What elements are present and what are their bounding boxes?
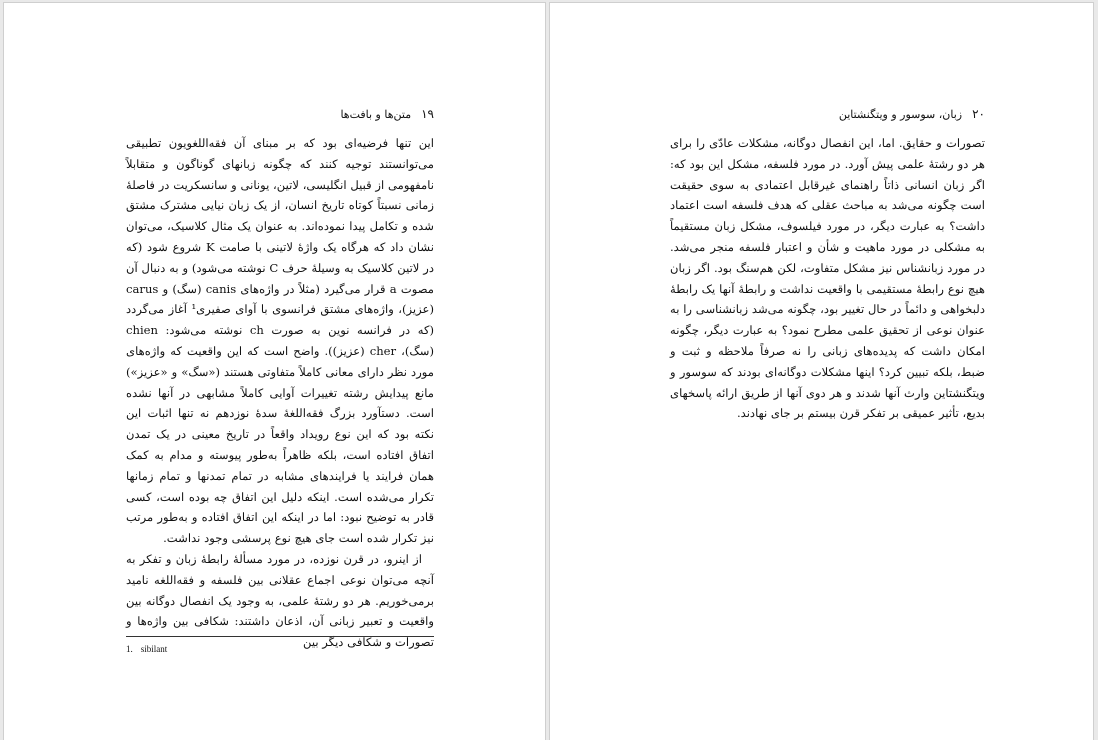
right-page (550, 3, 1093, 740)
page-number: ۱۹ (421, 107, 434, 121)
footnote-rule (126, 636, 434, 637)
body-text (126, 133, 434, 653)
paragraph: این تنها فرضیه‌ای بود که بر مبنای آن فقه‌اللغویون تطبیقی می‌توانستند توجیه کنند که چگونه زبانهای گوناگون و متقابلاً نامفهومی از قبیل انگلیسی، لاتین، یونانی و سانسکریت در فاصلهٔ زمانی نسبتاً کوتاه تاریخ انسان، از یک زبان نیایی مشترک مشتق شده و تکامل پیدا نموده‌اند. به عنوان یک مثال کلاسیک، می‌توان نشان داد که هرگاه یک واژهٔ لاتینی با صامت K شروع شود (که در لاتین کلاسیک به وسیلهٔ حرف C نوشته می‌شود) و به دنبال آن مصوت a قرار می‌گیرد (مثلاً در واژه‌های canis (سگ) و carus (عزیز)، واژه‌های مشتق فرانسوی با آوای صفیری¹ آغاز می‌گردد (که در فرانسه نوین به صورت ch نوشته می‌شود: chien (سگ)، cher (عزیز)). واضح است که این واقعیت که واژه‌های مورد نظر دارای معانی کاملاً متفاوتی هستند («سگ» و «عزیز») مانع پیدایش رشته تغییرات آوایی کاملاً مشابهی در آنها نشده است. دستآورد بزرگ فقه‌اللغهٔ سدهٔ نوزدهم نه تنها اثبات این نکته بود که این نوع رویداد واقعاً در تاریخ معینی در یک تمدن اتفاق افتاده است، بلکه ظاهراً به‌طور پیوسته و مدام به کمک همان فرایند یا فرایندهای مشابه در تمام تمدنها و تمام زمانها تکرار می‌شده است. اینکه دلیل این اتفاق چه بوده است، کسی قادر به توضیح نبود: اما در اینکه این اتفاق افتاده و به‌طور مرتب نیز تکرار شده است جای هیچ نوع پرسشی وجود نداشت. (126, 136, 435, 546)
footnote-text: sibilant (140, 644, 168, 654)
footnote (126, 643, 434, 655)
paragraph: تصورات و حقایق. اما، این انفصال دوگانه، مشکلات عادّی را برای هر دو رشتهٔ علمی پیش آورد. در مورد فلسفه، مشکل این بود که: اگر زبان انسانی ذاتاً راهنمای غیرقابل اعتمادی به سوی حقیقت است چگونه می‌شد به مباحث عقلی که هدف فلسفه است اعتماد داشت؟ به عبارت دیگر، در مورد فیلسوف، مشکل زبان مستقیماً به مشکلی در مورد ماهیت و شأن و اعتبار فلسفه منجر می‌شد. در مورد زبانشناس نیز مشکل متفاوت، لکن هم‌سنگ بود. اگر زبان هیچ نوع رابطهٔ مستقیمی با واقعیت نداشت و رابطهٔ آنها یک رابطهٔ دلبخواهی و دائماً در حال تغییر بود، چگونه می‌شد زبانشناسی را به عنوان نوعی از تحقیق علمی مطرح نمود؟ به عبارت دیگر، چگونه امکان داشت که پدیده‌های زبانی را نه صرفاً ملاحظه و ثبت و ضبط، بلکه تبیین کرد؟ اینها مشکلات دوگانه‌ای بودند که سوسور و ویتگنشتاین وارث آنها شدند و هر دوی آنها از طریق ارائه پاسخهای بدیع، تأثیر عمیقی بر تفکر قرن بیستم بر جای نهادند. (670, 136, 985, 421)
running-head (126, 107, 434, 122)
running-head-title: متن‌ها و بافت‌ها (340, 108, 412, 121)
footnote-mark: 1. (126, 644, 133, 654)
page-number: ۲۰ (972, 107, 985, 121)
body-text (670, 133, 985, 424)
running-head (670, 107, 985, 122)
running-head-title: زبان، سوسور و ویتگنشتاین (838, 108, 963, 121)
left-page (4, 3, 545, 740)
paragraph: از اینرو، در قرن نوزده، در مورد مسألهٔ رابطهٔ زبان و تفکر به آنچه می‌توان نوعی اجماع عقلانی بین فلسفه و فقه‌اللغه نامید برمی‌خوریم. هر دو رشتهٔ علمی، به وجود یک انفصال دوگانه بین واقعیت و تعبیر زبانی آن، اذعان داشتند: شکافی بین واژه‌ها و تصورات و شکافی دیگر بین (126, 551, 434, 650)
